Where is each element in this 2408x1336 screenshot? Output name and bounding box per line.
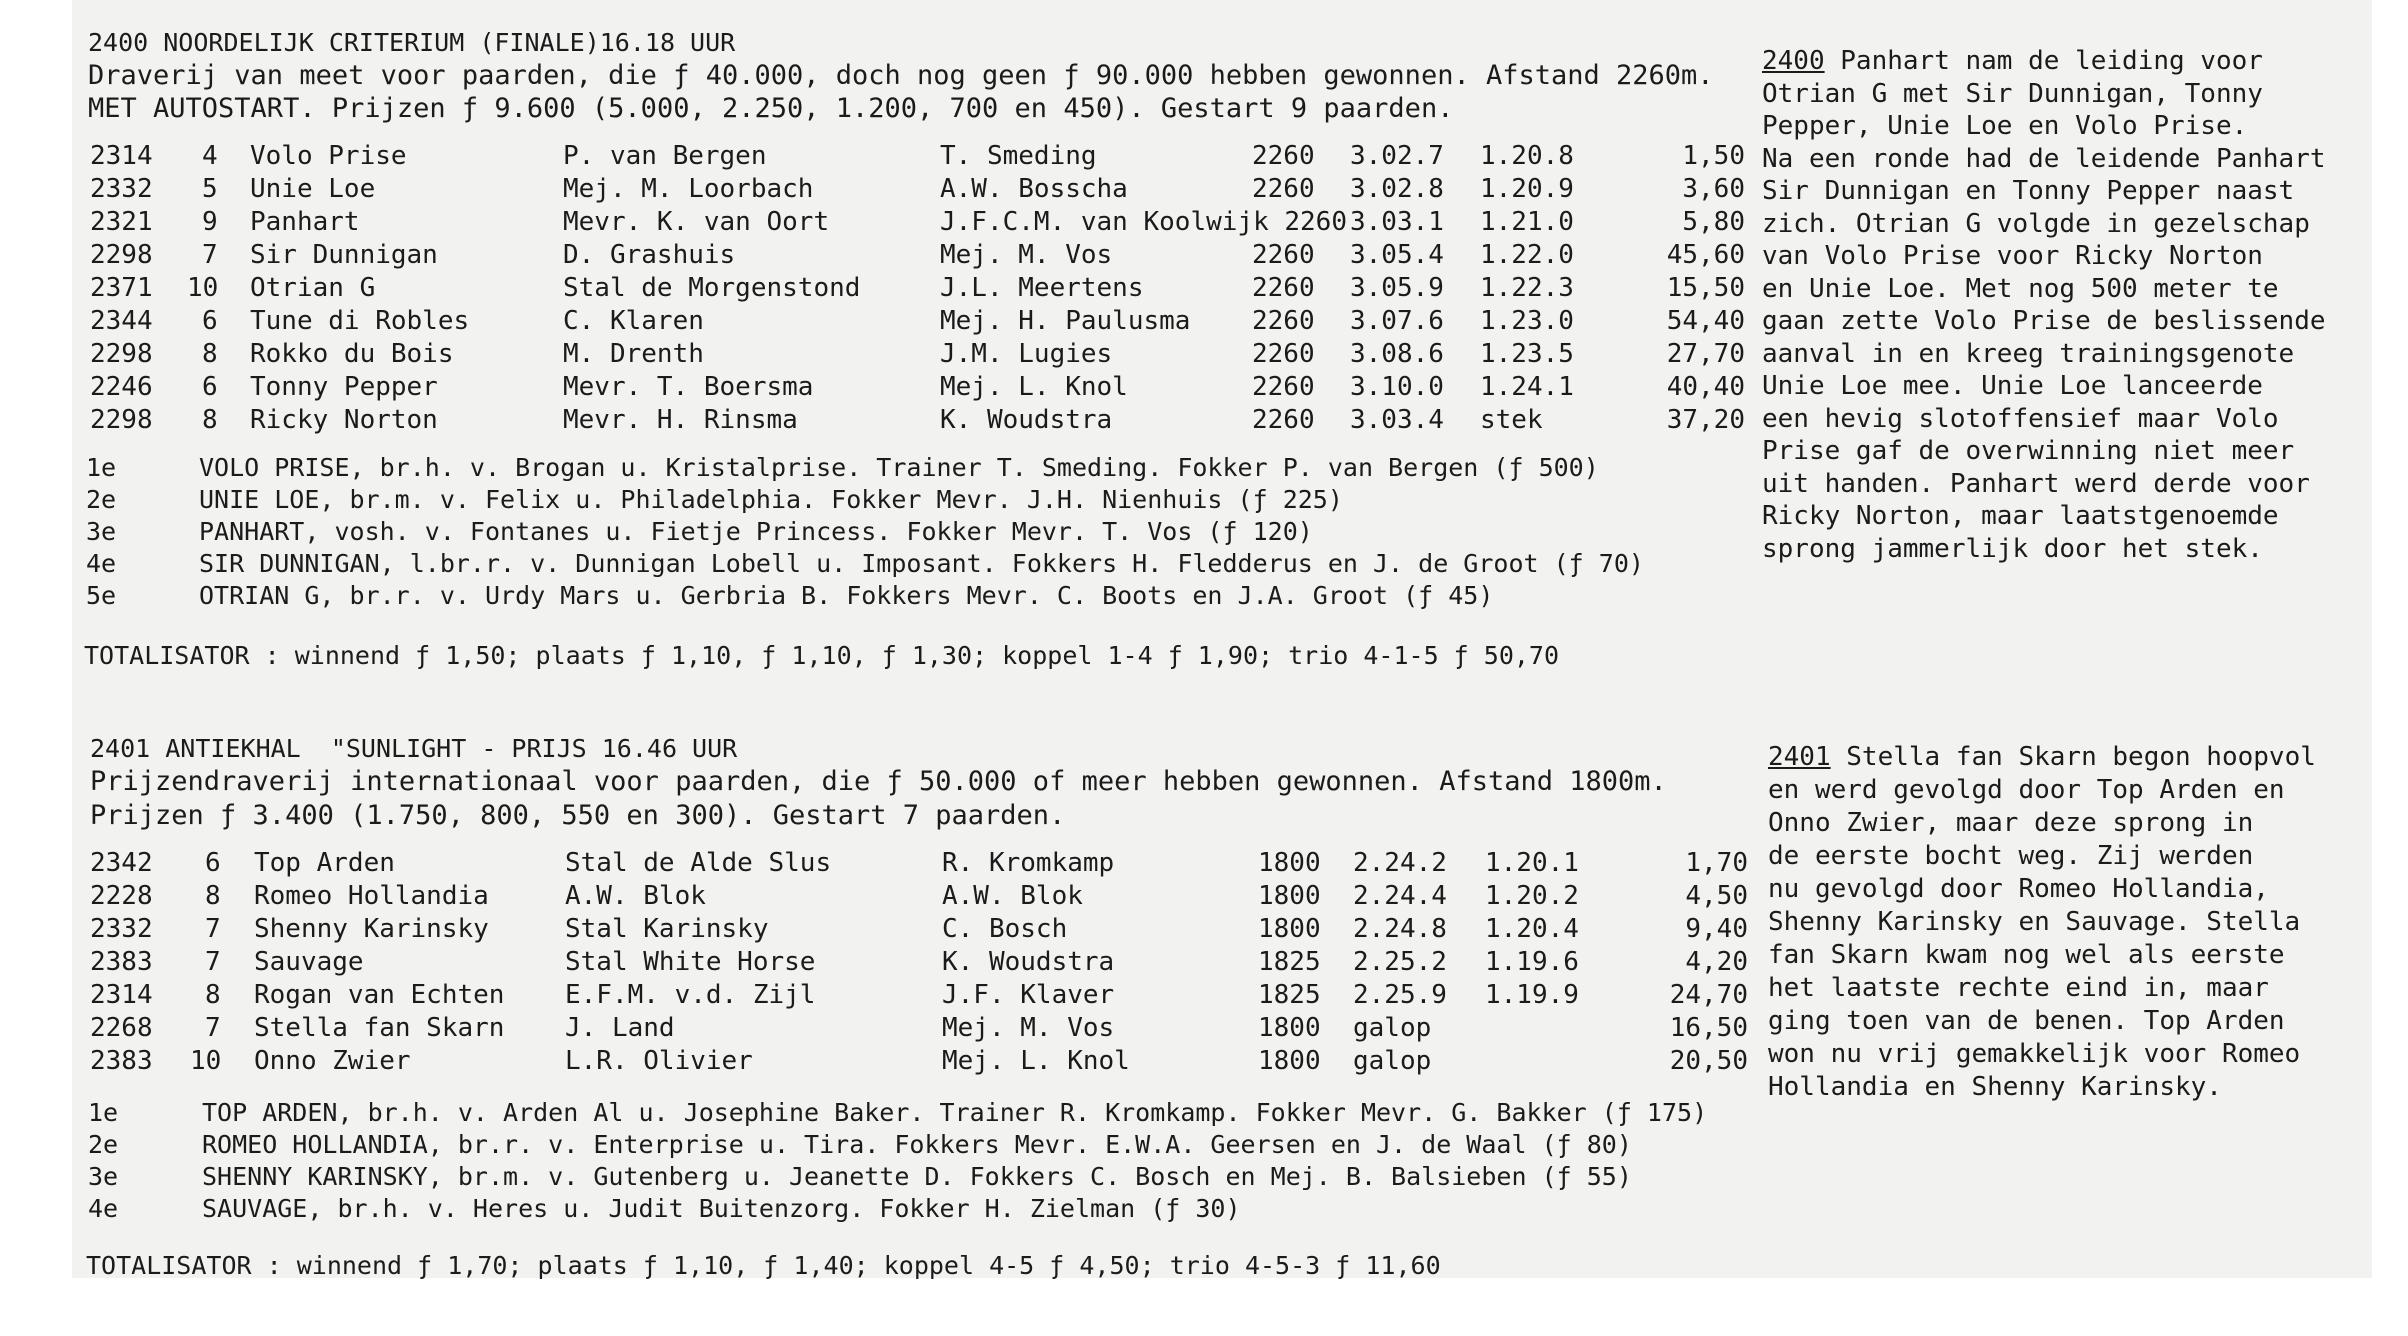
horse-name: Panhart <box>250 207 360 237</box>
place-label: 2e <box>88 1130 119 1159</box>
report-line: sprong jammerlijk door het stek. <box>1762 534 2263 564</box>
horse-name: Tonny Pepper <box>250 372 438 402</box>
km-time: 1.22.0 <box>1480 240 1574 270</box>
table-row <box>0 980 1748 1012</box>
place-label: 3e <box>86 517 117 546</box>
distance: 2260 <box>1252 273 1315 303</box>
horse-name: Rogan van Echten <box>254 980 505 1010</box>
owner: Mej. M. Loorbach <box>563 174 814 204</box>
place-label: 1e <box>88 1098 119 1127</box>
owner: A.W. Blok <box>565 881 706 911</box>
km-time: 1.23.0 <box>1480 306 1574 336</box>
report-line: zich. Otrian G volgde in gezelschap <box>1762 209 2310 239</box>
post-position: 8 <box>205 980 221 1010</box>
entry-number: 2298 <box>90 339 153 369</box>
place-description: SIR DUNNIGAN, l.br.r. v. Dunnigan Lobell u. Imposant. Fokkers H. Fledderus en J. de Groot (ƒ 70) <box>199 549 1644 578</box>
odds: 4,50 <box>1685 881 1748 911</box>
owner: M. Drenth <box>563 339 704 369</box>
place-description: SHENNY KARINSKY, br.m. v. Gutenberg u. Jeanette D. Fokkers C. Bosch en Mej. B. Balsieben (ƒ 55) <box>202 1162 1632 1191</box>
place-description: UNIE LOE, br.m. v. Felix u. Philadelphia. Fokker Mevr. J.H. Nienhuis (ƒ 225) <box>199 485 1343 514</box>
race-time: 3.10.0 <box>1350 372 1444 402</box>
horse-name: Rokko du Bois <box>250 339 454 369</box>
entry-number: 2371 <box>90 273 153 303</box>
report-race-number: 2400 <box>1762 46 1825 76</box>
driver: Mej. M. Vos <box>942 1013 1115 1043</box>
race-conditions: Draverij van meet voor paarden, die ƒ 40.000, doch nog geen ƒ 90.000 hebben gewonnen. Afstand 2260m. <box>88 60 1714 91</box>
km-time: 1.21.0 <box>1480 207 1574 237</box>
driver: Mej. M. Vos <box>940 240 1113 270</box>
entry-number: 2332 <box>90 174 153 204</box>
report-line: fan Skarn kwam nog wel als eerste <box>1768 940 2285 970</box>
owner: E.F.M. v.d. Zijl <box>565 980 816 1010</box>
km-time: 1.19.6 <box>1485 947 1579 977</box>
owner: Stal Karinsky <box>565 914 769 944</box>
table-row <box>0 405 1745 437</box>
post-position: 7 <box>205 947 221 977</box>
table-row <box>0 273 1745 305</box>
driver: T. Smeding <box>940 141 1097 171</box>
race-time: 2.24.4 <box>1353 881 1447 911</box>
driver: J.M. Lugies <box>940 339 1113 369</box>
owner: Mevr. H. Rinsma <box>563 405 798 435</box>
race-time: 3.07.6 <box>1350 306 1444 336</box>
horse-name: Sir Dunnigan <box>250 240 438 270</box>
report-line: de eerste bocht weg. Zij werden <box>1768 841 2254 871</box>
horse-name: Top Arden <box>254 848 395 878</box>
race-time: 2.25.2 <box>1353 947 1447 977</box>
totalisator: TOTALISATOR : winnend ƒ 1,50; plaats ƒ 1,10, ƒ 1,10, ƒ 1,30; koppel 1-4 ƒ 1,90; trio 4-1-5 ƒ 50,70 <box>84 641 1560 670</box>
report-line: aanval in en kreeg trainingsgenote <box>1762 339 2295 369</box>
post-position: 7 <box>205 1013 221 1043</box>
driver: A.W. Blok <box>942 881 1083 911</box>
driver: J.F.C.M. van Koolwijk 2260 <box>940 207 1347 237</box>
distance: 1800 <box>1258 1046 1321 1076</box>
race-time: 3.03.4 <box>1350 405 1444 435</box>
race-time: 2.25.9 <box>1353 980 1447 1010</box>
report-line: ging toen van de benen. Top Arden <box>1768 1006 2285 1036</box>
report-line: Otrian G met Sir Dunnigan, Tonny <box>1762 79 2263 109</box>
horse-name: Romeo Hollandia <box>254 881 489 911</box>
post-position: 5 <box>202 174 218 204</box>
place-label: 5e <box>86 581 117 610</box>
odds: 45,60 <box>1666 240 1745 270</box>
km-time: stek <box>1480 405 1543 435</box>
race-time: 3.03.1 <box>1350 207 1444 237</box>
race-time: 3.05.9 <box>1350 273 1444 303</box>
km-time: 1.20.4 <box>1485 914 1579 944</box>
distance: 2260 <box>1252 240 1315 270</box>
table-row <box>0 848 1748 880</box>
report-line: Na een ronde had de leidende Panhart <box>1762 144 2326 174</box>
race-time: 3.08.6 <box>1350 339 1444 369</box>
place-description: OTRIAN G, br.r. v. Urdy Mars u. Gerbria B. Fokkers Mevr. C. Boots en J.A. Groot (ƒ 45) <box>199 581 1494 610</box>
horse-name: Stella fan Skarn <box>254 1013 505 1043</box>
report-line: Prise gaf de overwinning niet meer <box>1762 436 2295 466</box>
post-position: 6 <box>205 848 221 878</box>
horse-name: Unie Loe <box>250 174 376 204</box>
km-time: 1.20.1 <box>1485 848 1579 878</box>
owner: P. van Bergen <box>563 141 767 171</box>
table-row <box>0 207 1745 239</box>
driver: J.F. Klaver <box>942 980 1115 1010</box>
distance: 2260 <box>1252 405 1315 435</box>
driver: K. Woudstra <box>940 405 1113 435</box>
entry-number: 2383 <box>90 947 153 977</box>
post-position: 10 <box>187 273 219 303</box>
report-line: gaan zette Volo Prise de beslissende <box>1762 306 2326 336</box>
distance: 1825 <box>1258 947 1321 977</box>
post-position: 10 <box>190 1046 222 1076</box>
table-row <box>0 914 1748 946</box>
odds: 20,50 <box>1669 1046 1748 1076</box>
km-time: 1.20.8 <box>1480 141 1574 171</box>
race-prizes: MET AUTOSTART. Prijzen ƒ 9.600 (5.000, 2.250, 1.200, 700 en 450). Gestart 9 paarden. <box>88 93 1454 124</box>
report-line: Shenny Karinsky en Sauvage. Stella <box>1768 907 2301 937</box>
post-position: 7 <box>202 240 218 270</box>
report-line: Pepper, Unie Loe en Volo Prise. <box>1762 111 2248 141</box>
odds: 27,70 <box>1666 339 1745 369</box>
place-label: 4e <box>88 1194 119 1223</box>
race-time: 3.05.4 <box>1350 240 1444 270</box>
driver: K. Woudstra <box>942 947 1115 977</box>
totalisator: TOTALISATOR : winnend ƒ 1,70; plaats ƒ 1,10, ƒ 1,40; koppel 4-5 ƒ 4,50; trio 4-5-3 ƒ 11,60 <box>86 1251 1441 1280</box>
post-position: 8 <box>202 339 218 369</box>
race-time: galop <box>1353 1013 1432 1043</box>
report-line: uit handen. Panhart werd derde voor <box>1762 469 2310 499</box>
km-time: 1.20.9 <box>1480 174 1574 204</box>
odds: 1,50 <box>1682 141 1745 171</box>
table-row <box>0 881 1748 913</box>
driver: C. Bosch <box>942 914 1068 944</box>
post-position: 8 <box>202 405 218 435</box>
owner: C. Klaren <box>563 306 704 336</box>
race-header: 2401 ANTIEKHAL "SUNLIGHT - PRIJS 16.46 UUR <box>90 734 738 763</box>
table-row <box>0 306 1745 338</box>
entry-number: 2314 <box>90 980 153 1010</box>
odds: 3,60 <box>1682 174 1745 204</box>
post-position: 8 <box>205 881 221 911</box>
horse-name: Ricky Norton <box>250 405 438 435</box>
place-description: ROMEO HOLLANDIA, br.r. v. Enterprise u. Tira. Fokkers Mevr. E.W.A. Geersen en J. de Waal (ƒ 80) <box>202 1130 1632 1159</box>
distance: 1825 <box>1258 980 1321 1010</box>
post-position: 6 <box>202 306 218 336</box>
table-row <box>0 339 1745 371</box>
report-line: Unie Loe mee. Unie Loe lanceerde <box>1762 371 2263 401</box>
odds: 40,40 <box>1666 372 1745 402</box>
odds: 54,40 <box>1666 306 1745 336</box>
owner: J. Land <box>565 1013 675 1043</box>
report-line: Sir Dunnigan en Tonny Pepper naast <box>1762 176 2295 206</box>
table-row <box>0 141 1745 173</box>
place-description: VOLO PRISE, br.h. v. Brogan u. Kristalprise. Trainer T. Smeding. Fokker P. van Bergen (ƒ 500) <box>199 453 1599 482</box>
km-time: 1.22.3 <box>1480 273 1574 303</box>
entry-number: 2342 <box>90 848 153 878</box>
driver: J.L. Meertens <box>940 273 1144 303</box>
distance: 1800 <box>1258 914 1321 944</box>
km-time: 1.23.5 <box>1480 339 1574 369</box>
table-row <box>0 1046 1748 1078</box>
race-prizes: Prijzen ƒ 3.400 (1.750, 800, 550 en 300). Gestart 7 paarden. <box>90 800 1066 831</box>
entry-number: 2321 <box>90 207 153 237</box>
table-row <box>0 1013 1748 1045</box>
odds: 5,80 <box>1682 207 1745 237</box>
distance: 2260 <box>1252 372 1315 402</box>
owner: L.R. Olivier <box>565 1046 753 1076</box>
driver: Mej. L. Knol <box>942 1046 1130 1076</box>
driver: Mej. L. Knol <box>940 372 1128 402</box>
distance: 1800 <box>1258 1013 1321 1043</box>
km-time: 1.19.9 <box>1485 980 1579 1010</box>
place-label: 4e <box>86 549 117 578</box>
table-row <box>0 240 1745 272</box>
report-line: Hollandia en Shenny Karinsky. <box>1768 1072 2222 1102</box>
km-time: 1.20.2 <box>1485 881 1579 911</box>
race-time: 2.24.2 <box>1353 848 1447 878</box>
report-line: Stella fan Skarn begon hoopvol <box>1830 742 2316 772</box>
post-position: 7 <box>205 914 221 944</box>
report-line: van Volo Prise voor Ricky Norton <box>1762 241 2263 271</box>
race-header: 2400 NOORDELIJK CRITERIUM (FINALE)16.18 UUR <box>88 28 736 57</box>
report-line: won nu vrij gemakkelijk voor Romeo <box>1768 1039 2301 1069</box>
post-position: 4 <box>202 141 218 171</box>
horse-name: Onno Zwier <box>254 1046 411 1076</box>
distance: 2260 <box>1252 306 1315 336</box>
post-position: 6 <box>202 372 218 402</box>
place-description: TOP ARDEN, br.h. v. Arden Al u. Josephine Baker. Trainer R. Kromkamp. Fokker Mevr. G. Bakker (ƒ 175) <box>202 1098 1708 1127</box>
report-first-line <box>1762 48 2263 74</box>
entry-number: 2228 <box>90 881 153 911</box>
table-row <box>0 947 1748 979</box>
owner: Stal White Horse <box>565 947 816 977</box>
horse-name: Volo Prise <box>250 141 407 171</box>
owner: Stal de Alde Slus <box>565 848 832 878</box>
report-race-number: 2401 <box>1768 742 1831 772</box>
post-position: 9 <box>202 207 218 237</box>
horse-name: Shenny Karinsky <box>254 914 489 944</box>
owner: Mevr. K. van Oort <box>563 207 830 237</box>
entry-number: 2246 <box>90 372 153 402</box>
report-line: nu gevolgd door Romeo Hollandia, <box>1768 874 2269 904</box>
distance: 2260 <box>1252 339 1315 369</box>
table-row <box>0 372 1745 404</box>
report-first-line <box>1768 744 2316 770</box>
entry-number: 2298 <box>90 405 153 435</box>
entry-number: 2268 <box>90 1013 153 1043</box>
entry-number: 2298 <box>90 240 153 270</box>
race-time: 2.24.8 <box>1353 914 1447 944</box>
owner: Stal de Morgenstond <box>563 273 861 303</box>
odds: 9,40 <box>1685 914 1748 944</box>
place-label: 2e <box>86 485 117 514</box>
odds: 15,50 <box>1666 273 1745 303</box>
place-label: 1e <box>86 453 117 482</box>
driver: Mej. H. Paulusma <box>940 306 1191 336</box>
odds: 4,20 <box>1685 947 1748 977</box>
owner: D. Grashuis <box>563 240 736 270</box>
race-time: 3.02.7 <box>1350 141 1444 171</box>
entry-number: 2383 <box>90 1046 153 1076</box>
distance: 1800 <box>1258 848 1321 878</box>
race-conditions: Prijzendraverij internationaal voor paarden, die ƒ 50.000 of meer hebben gewonnen. Afstand 1800m. <box>90 766 1667 797</box>
report-line: en werd gevolgd door Top Arden en <box>1768 775 2285 805</box>
report-line: Onno Zwier, maar deze sprong in <box>1768 808 2254 838</box>
place-description: SAUVAGE, br.h. v. Heres u. Judit Buitenzorg. Fokker H. Zielman (ƒ 30) <box>202 1194 1241 1223</box>
odds: 16,50 <box>1669 1013 1748 1043</box>
distance: 2260 <box>1252 174 1315 204</box>
horse-name: Tune di Robles <box>250 306 470 336</box>
report-line: Panhart nam de leiding voor <box>1824 46 2263 76</box>
report-line: en Unie Loe. Met nog 500 meter te <box>1762 274 2279 304</box>
distance: 2260 <box>1252 141 1315 171</box>
report-line: Ricky Norton, maar laatstgenoemde <box>1762 501 2279 531</box>
horse-name: Sauvage <box>254 947 364 977</box>
odds: 1,70 <box>1685 848 1748 878</box>
place-description: PANHART, vosh. v. Fontanes u. Fietje Princess. Fokker Mevr. T. Vos (ƒ 120) <box>199 517 1313 546</box>
race-time: 3.02.8 <box>1350 174 1444 204</box>
owner: Mevr. T. Boersma <box>563 372 814 402</box>
horse-name: Otrian G <box>250 273 376 303</box>
table-row <box>0 174 1745 206</box>
driver: R. Kromkamp <box>942 848 1115 878</box>
entry-number: 2332 <box>90 914 153 944</box>
place-label: 3e <box>88 1162 119 1191</box>
race-time: galop <box>1353 1046 1432 1076</box>
distance: 1800 <box>1258 881 1321 911</box>
driver: A.W. Bosscha <box>940 174 1128 204</box>
report-line: een hevig slotoffensief maar Volo <box>1762 404 2279 434</box>
entry-number: 2314 <box>90 141 153 171</box>
odds: 37,20 <box>1666 405 1745 435</box>
report-line: het laatste rechte eind in, maar <box>1768 973 2269 1003</box>
odds: 24,70 <box>1669 980 1748 1010</box>
km-time: 1.24.1 <box>1480 372 1574 402</box>
entry-number: 2344 <box>90 306 153 336</box>
